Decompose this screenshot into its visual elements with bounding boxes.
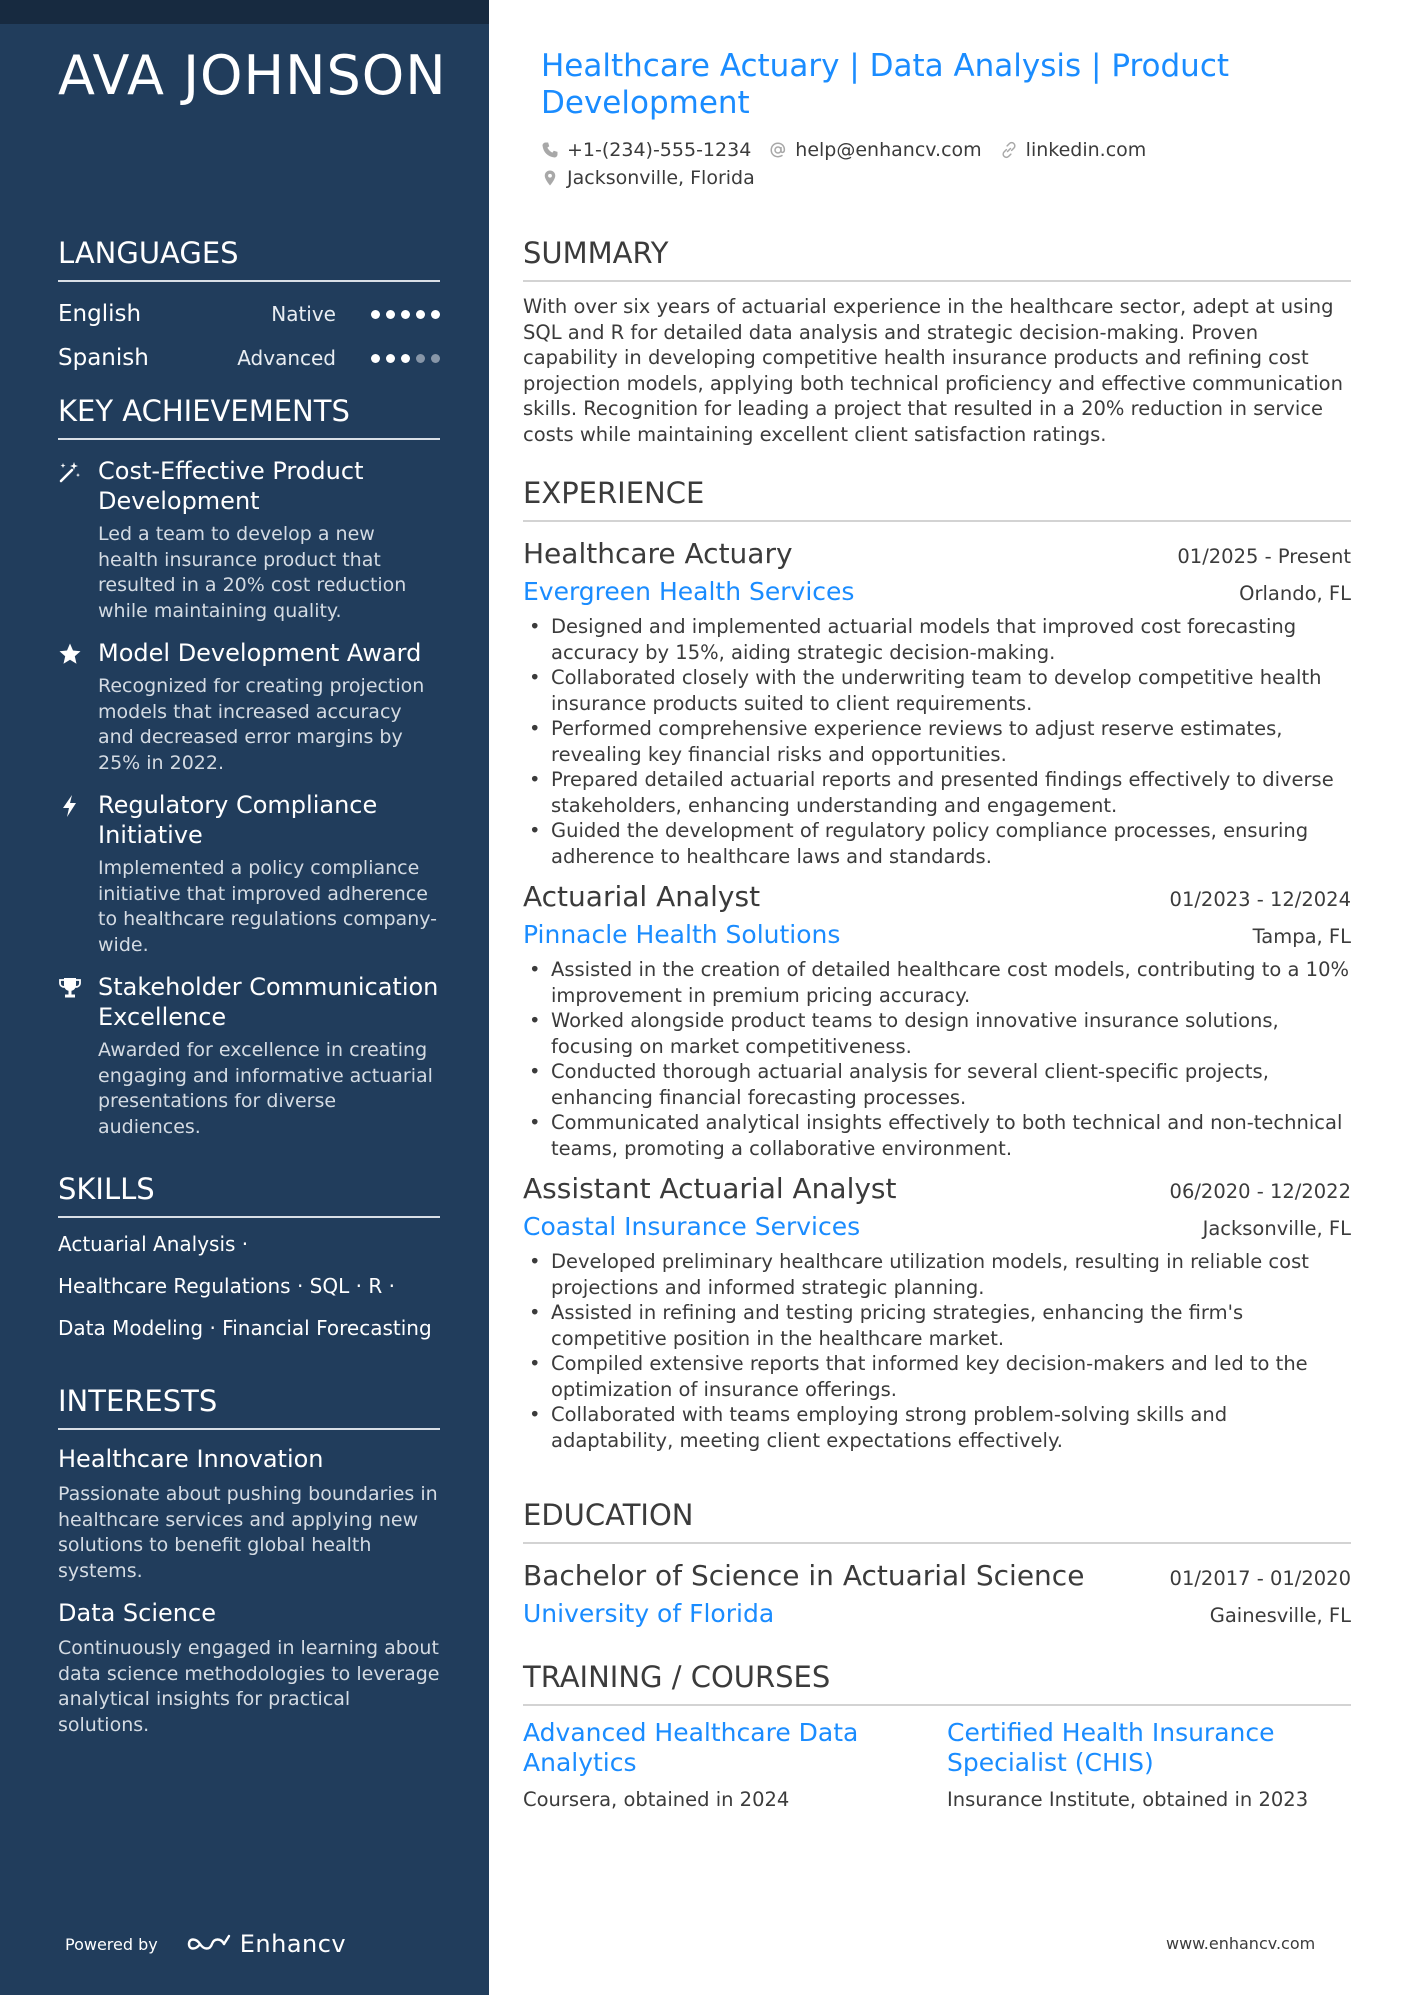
contact-phone[interactable] xyxy=(541,139,751,161)
job-bullet: • Compiled extensive reports that informed key decision-makers and led to the optimization of insurance offerings. xyxy=(523,1351,1351,1402)
company-name: Pinnacle Health Solutions xyxy=(523,920,841,949)
language-level: Advanced xyxy=(237,346,336,370)
star-icon xyxy=(58,638,98,776)
job-bullet: • Assisted in refining and testing pricing strategies, enhancing the firm's competitive position in the healthcare market. xyxy=(523,1300,1351,1351)
training-section xyxy=(523,1660,1351,1811)
achievement-title: Model Development Award xyxy=(98,639,422,667)
language-proficiency-dots xyxy=(368,310,440,319)
enhancv-logo[interactable] xyxy=(186,1930,346,1958)
proficiency-dot-empty xyxy=(416,354,425,363)
job-bullet: • Developed preliminary healthcare utilization models, resulting in reliable cost projections and informed strategic planning. xyxy=(523,1249,1351,1300)
interest-description: Continuously engaged in learning about data science methodologies to leverage analytical insights for practical solutions. xyxy=(58,1637,440,1736)
contact-location xyxy=(541,167,755,189)
job-dates: 06/2020 - 12/2022 xyxy=(1169,1180,1351,1203)
achievement-item xyxy=(58,638,440,776)
job-location: Jacksonville, FL xyxy=(1202,1217,1351,1240)
school-name: University of Florida xyxy=(523,1599,775,1628)
course-provider: Coursera, obtained in 2024 xyxy=(523,1788,790,1811)
job-bullets xyxy=(523,957,1351,1161)
achievement-title: Regulatory Compliance Initiative xyxy=(98,791,378,849)
interest-item xyxy=(58,1444,440,1584)
job-bullet: • Performed comprehensive experience reviews to adjust reserve estimates, revealing key financial risks and opportunities. xyxy=(523,716,1351,767)
language-proficiency-dots xyxy=(368,354,440,363)
job-bullet: • Guided the development of regulatory policy compliance processes, ensuring adherence to healthcare laws and standards. xyxy=(523,818,1351,869)
job-bullet: • Assisted in the creation of detailed healthcare cost models, contributing to a 10% improvement in premium pricing accuracy. xyxy=(523,957,1351,1008)
magic-wand-icon xyxy=(58,456,98,624)
footer-url[interactable]: www.enhancv.com xyxy=(1166,1934,1316,1953)
education-dates: 01/2017 - 01/2020 xyxy=(1169,1567,1351,1590)
proficiency-dot-empty xyxy=(431,354,440,363)
achievements-section xyxy=(58,394,440,1154)
interests-heading: INTERESTS xyxy=(58,1384,440,1430)
achievement-description: Awarded for excellence in creating engaging and informative actuarial presentations for diverse audiences. xyxy=(98,1039,433,1138)
enhancv-logo-icon xyxy=(186,1932,232,1956)
phone-icon xyxy=(541,141,559,159)
summary-section xyxy=(523,236,1351,447)
contact-linkedin[interactable] xyxy=(1000,139,1147,161)
skill-line: Data Modeling · Financial Forecasting xyxy=(58,1316,432,1340)
link-icon xyxy=(1000,141,1018,159)
education-section xyxy=(523,1498,1351,1632)
job-bullets xyxy=(523,614,1351,869)
job-bullet: • Worked alongside product teams to design innovative insurance solutions, focusing on market competitiveness. xyxy=(523,1008,1351,1059)
job-entry xyxy=(523,877,1351,1161)
candidate-name: AVA JOHNSON xyxy=(58,44,447,107)
company-name: Evergreen Health Services xyxy=(523,577,855,606)
languages-section xyxy=(58,236,440,380)
achievement-item xyxy=(58,790,440,958)
proficiency-dot-filled xyxy=(386,354,395,363)
job-bullet: • Collaborated closely with the underwriting team to develop competitive health insurance products suited to client requirements. xyxy=(523,665,1351,716)
achievement-item xyxy=(58,456,440,624)
proficiency-dot-filled xyxy=(401,310,410,319)
skills-section xyxy=(58,1172,440,1356)
education-heading: EDUCATION xyxy=(523,1498,1351,1544)
achievement-description: Led a team to develop a new health insurance product that resulted in a 20% cost reduction while maintaining quality. xyxy=(98,523,407,622)
phone-number: +1-(234)-555-1234 xyxy=(567,139,752,161)
achievement-description: Implemented a policy compliance initiative that improved adherence to healthcare regulations company-wide. xyxy=(98,857,438,956)
contact-info xyxy=(541,136,1331,192)
interests-section xyxy=(58,1384,440,1752)
skill-line: Healthcare Regulations · SQL · R · xyxy=(58,1274,395,1298)
powered-by xyxy=(65,1930,346,1958)
job-bullet: • Communicated analytical insights effectively to both technical and non-technical teams, promoting a collaborative environment. xyxy=(523,1110,1351,1161)
contact-email[interactable] xyxy=(769,139,981,161)
resume-headline: Healthcare Actuary | Data Analysis | Product Development xyxy=(541,48,1230,121)
training-heading: TRAINING / COURSES xyxy=(523,1660,1351,1706)
job-dates: 01/2025 - Present xyxy=(1177,545,1351,568)
job-bullet: • Designed and implemented actuarial models that improved cost forecasting accuracy by 15%, aiding strategic decision-making. xyxy=(523,614,1351,665)
language-level: Native xyxy=(271,302,336,326)
job-bullet: • Conducted thorough actuarial analysis for several client-specific projects, enhancing financial forecasting processes. xyxy=(523,1059,1351,1110)
achievement-item xyxy=(58,972,440,1140)
interest-title: Data Science xyxy=(58,1599,216,1627)
sidebar xyxy=(0,0,489,1995)
proficiency-dot-filled xyxy=(386,310,395,319)
job-dates: 01/2023 - 12/2024 xyxy=(1169,888,1351,911)
job-title: Healthcare Actuary xyxy=(523,537,793,570)
job-title: Assistant Actuarial Analyst xyxy=(523,1172,897,1205)
proficiency-dot-filled xyxy=(401,354,410,363)
job-bullet: • Collaborated with teams employing strong problem-solving skills and adaptability, meeting client expectations effectively. xyxy=(523,1402,1351,1453)
job-bullet: • Prepared detailed actuarial reports and presented findings effectively to diverse stakeholders, enhancing understanding and engagement. xyxy=(523,767,1351,818)
experience-section xyxy=(523,476,1351,1461)
proficiency-dot-filled xyxy=(416,310,425,319)
language-name: English xyxy=(58,301,142,327)
sidebar-top-bar xyxy=(0,0,489,24)
job-bullets xyxy=(523,1249,1351,1453)
achievement-description: Recognized for creating projection models that increased accuracy and decreased error margins by 25% in 2022. xyxy=(98,675,425,774)
job-title: Actuarial Analyst xyxy=(523,880,761,913)
job-location: Tampa, FL xyxy=(1252,925,1351,948)
proficiency-dot-filled xyxy=(371,354,380,363)
lightning-bolt-icon xyxy=(58,790,98,958)
course-title: Certified Health Insurance Specialist (CHIS) xyxy=(947,1718,1275,1777)
achievements-heading: KEY ACHIEVEMENTS xyxy=(58,394,440,440)
course-provider: Insurance Institute, obtained in 2023 xyxy=(947,1788,1309,1811)
achievement-title: Stakeholder Communication Excellence xyxy=(98,973,439,1031)
skill-line: Actuarial Analysis · xyxy=(58,1232,249,1256)
interest-item xyxy=(58,1598,440,1738)
summary-heading: SUMMARY xyxy=(523,236,1351,282)
job-entry xyxy=(523,1169,1351,1453)
interest-description: Passionate about pushing boundaries in healthcare services and applying new solutions to benefit global health systems. xyxy=(58,1483,438,1582)
language-row xyxy=(58,292,440,336)
summary-text: With over six years of actuarial experience in the healthcare sector, adept at using SQL and R for detailed data analysis and strategic decision-making. Proven capability in developing competitive health insurance products and refining cost projection models, applying both technical proficiency and effective communication skills. Recognition for leading a project that resulted in a 20% reduction in service costs while maintaining excellent client satisfaction ratings. xyxy=(523,295,1343,446)
interest-title: Healthcare Innovation xyxy=(58,1445,324,1473)
language-row xyxy=(58,336,440,380)
job-location: Orlando, FL xyxy=(1239,582,1351,605)
enhancv-brand-name: Enhancv xyxy=(239,1930,347,1958)
proficiency-dot-filled xyxy=(371,310,380,319)
skills-heading: SKILLS xyxy=(58,1172,440,1218)
powered-by-label: Powered by xyxy=(65,1934,158,1954)
linkedin-url: linkedin.com xyxy=(1025,139,1147,161)
job-entry xyxy=(523,534,1351,869)
company-name: Coastal Insurance Services xyxy=(523,1212,861,1241)
course-item xyxy=(523,1718,927,1811)
map-pin-icon xyxy=(541,169,559,187)
course-item xyxy=(947,1718,1351,1811)
proficiency-dot-filled xyxy=(431,310,440,319)
at-sign-icon xyxy=(769,141,787,159)
trophy-icon xyxy=(58,972,98,1140)
email-address: help@enhancv.com xyxy=(795,139,982,161)
education-location: Gainesville, FL xyxy=(1209,1604,1351,1627)
experience-heading: EXPERIENCE xyxy=(523,476,1351,522)
location-text: Jacksonville, Florida xyxy=(567,167,755,189)
languages-heading: LANGUAGES xyxy=(58,236,440,282)
degree-title: Bachelor of Science in Actuarial Science xyxy=(523,1559,1085,1592)
language-name: Spanish xyxy=(58,345,149,371)
course-title: Advanced Healthcare Data Analytics xyxy=(523,1718,859,1777)
achievement-title: Cost-Effective Product Development xyxy=(98,457,364,515)
